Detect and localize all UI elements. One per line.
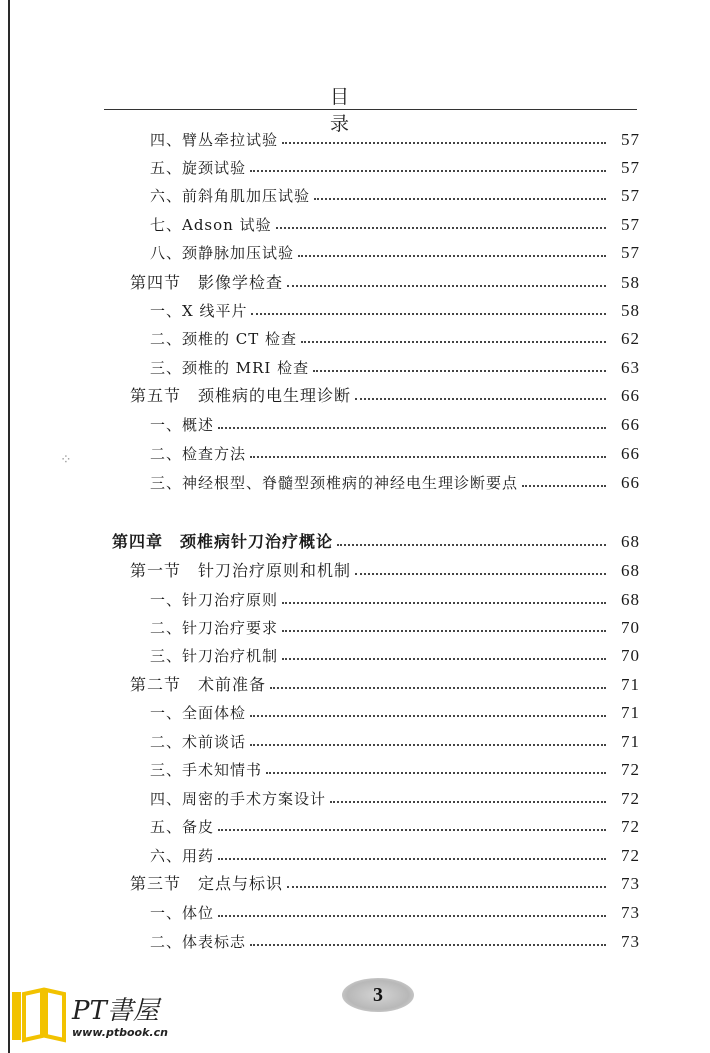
toc-dot-leader: [250, 715, 606, 717]
toc-entry-page: 71: [621, 703, 640, 722]
toc-entry: [150, 814, 640, 840]
toc-dot-leader: [266, 772, 606, 774]
toc-entry: [150, 155, 640, 181]
toc-entry-page: 57: [621, 243, 640, 262]
toc-entry-page: 68: [621, 561, 640, 580]
toc-dot-leader: [355, 573, 606, 575]
toc-entry-page: 72: [621, 760, 640, 779]
toc-entry-page: 72: [621, 817, 640, 836]
toc-entry-page: 66: [621, 444, 640, 463]
toc-entry-page: 72: [621, 789, 640, 808]
logo-url: www.ptbook.cn: [72, 1026, 168, 1039]
toc-entry-label: 二、颈椎的 CT 检查: [150, 330, 298, 348]
toc-entry: [150, 757, 640, 783]
toc-entry-label: 四、周密的手术方案设计: [150, 790, 327, 808]
toc-dot-leader: [330, 801, 606, 803]
toc-entry-page: 57: [621, 215, 640, 234]
header-title: 目录: [330, 86, 378, 135]
toc-entry-label: 第四章 颈椎病针刀治疗概论: [112, 532, 334, 551]
toc-entry: [150, 587, 640, 613]
toc-entry-page: 57: [621, 186, 640, 205]
toc-entry-page: 70: [621, 618, 640, 637]
toc-dot-leader: [522, 485, 606, 487]
toc-entry-label: 六、前斜角肌加压试验: [150, 187, 311, 205]
toc-entry: [150, 700, 640, 726]
toc-entry: [150, 843, 640, 869]
toc-entry-page: 73: [621, 932, 640, 951]
toc-entry-label: 二、术前谈话: [150, 733, 247, 751]
toc-dot-leader: [250, 744, 606, 746]
toc-entry-page: 73: [621, 903, 640, 922]
toc-dot-leader: [218, 427, 606, 429]
scan-smudge-icon: ⁘: [60, 452, 72, 468]
toc-dot-leader: [355, 398, 606, 400]
toc-dot-leader: [313, 370, 606, 372]
toc-dot-leader: [287, 285, 606, 287]
toc-entry: [150, 643, 640, 669]
toc-entry: [150, 298, 640, 324]
toc-entry-label: 二、针刀治疗要求: [150, 619, 279, 637]
toc-entry-page: 71: [621, 732, 640, 751]
page-number: 3: [373, 983, 383, 1006]
toc-dot-leader: [251, 313, 606, 315]
toc-entry-page: 66: [621, 473, 640, 492]
toc-entry: [130, 383, 640, 409]
toc-entry-label: 第一节 针刀治疗原则和机制: [130, 561, 352, 580]
toc-entry-page: 70: [621, 646, 640, 665]
toc-entry: [130, 558, 640, 584]
toc-entry: [112, 529, 640, 555]
toc-entry-label: 一、全面体检: [150, 704, 247, 722]
toc-entry-label: 二、检查方法: [150, 445, 247, 463]
toc-dot-leader: [218, 858, 606, 860]
toc-entry-label: 第五节 颈椎病的电生理诊断: [130, 386, 352, 405]
toc-entry-label: 第三节 定点与标识: [130, 874, 284, 893]
toc-entry-label: 三、针刀治疗机制: [150, 647, 279, 665]
toc-entry-label: 六、用药: [150, 847, 215, 865]
toc-entry-label: 一、体位: [150, 904, 215, 922]
toc-entry-page: 72: [621, 846, 640, 865]
toc-dot-leader: [282, 142, 606, 144]
toc-entry-label: 一、针刀治疗原则: [150, 591, 279, 609]
toc-dot-leader: [250, 456, 606, 458]
toc-dot-leader: [314, 198, 606, 200]
page-number-badge: [342, 978, 414, 1012]
toc-entry: [150, 615, 640, 641]
toc-dot-leader: [250, 170, 606, 172]
toc-dot-leader: [282, 658, 606, 660]
toc-entry: [150, 240, 640, 266]
toc-entry: [150, 212, 640, 238]
toc-entry-label: 八、颈静脉加压试验: [150, 244, 295, 262]
toc-entry-label: 七、Adson 试验: [150, 216, 272, 234]
toc-entry: [150, 470, 640, 496]
toc-dot-leader: [282, 602, 606, 604]
toc-entry-label: 五、旋颈试验: [150, 159, 247, 177]
toc-entry-label: 二、体表标志: [150, 933, 247, 951]
toc-dot-leader: [218, 915, 606, 917]
toc-entry-page: 62: [621, 329, 640, 348]
toc-entry-page: 66: [621, 415, 640, 434]
toc-entry-label: 第四节 影像学检查: [130, 273, 284, 292]
toc-entry-label: 五、备皮: [150, 818, 215, 836]
toc-entry-label: 三、手术知情书: [150, 761, 263, 779]
toc-entry-page: 58: [621, 273, 640, 292]
toc-entry-label: 一、X 线平片: [150, 302, 248, 320]
toc-entry: [130, 672, 640, 698]
toc-entry-page: 71: [621, 675, 640, 694]
toc-entry: [150, 412, 640, 438]
toc-entry-label: 三、神经根型、脊髓型颈椎病的神经电生理诊断要点: [150, 474, 519, 492]
toc-entry-label: 第二节 术前准备: [130, 675, 267, 694]
toc-entry: [150, 183, 640, 209]
toc-entry-page: 68: [621, 532, 640, 551]
toc-entry-page: 68: [621, 590, 640, 609]
toc-entry: [150, 929, 640, 955]
logo-text: PT書屋: [72, 996, 159, 1026]
toc-dot-leader: [250, 944, 606, 946]
toc-entry: [150, 786, 640, 812]
toc-dot-leader: [270, 687, 606, 689]
toc-dot-leader: [282, 630, 606, 632]
toc-entry: [150, 127, 640, 153]
toc-dot-leader: [276, 227, 606, 229]
toc-entry-page: 66: [621, 386, 640, 405]
toc-entry-label: 一、概述: [150, 416, 215, 434]
toc-dot-leader: [298, 255, 606, 257]
toc-entry: [150, 326, 640, 352]
toc-entry: [150, 355, 640, 381]
toc-entry-page: 57: [621, 158, 640, 177]
toc-dot-leader: [301, 341, 606, 343]
toc-entry: [150, 441, 640, 467]
toc-entry-page: 58: [621, 301, 640, 320]
toc-dot-leader: [287, 886, 606, 888]
toc-entry-label: 四、臂丛牵拉试验: [150, 131, 279, 149]
toc-entry: [150, 729, 640, 755]
toc-entry: [130, 871, 640, 897]
toc-entry-page: 63: [621, 358, 640, 377]
toc-entry-page: 57: [621, 130, 640, 149]
toc-entry-label: 三、颈椎的 MRI 检查: [150, 359, 310, 377]
toc-entry: [150, 900, 640, 926]
toc-dot-leader: [218, 829, 606, 831]
toc-entry: [130, 270, 640, 296]
toc-entry-page: 73: [621, 874, 640, 893]
toc-dot-leader: [337, 544, 606, 546]
